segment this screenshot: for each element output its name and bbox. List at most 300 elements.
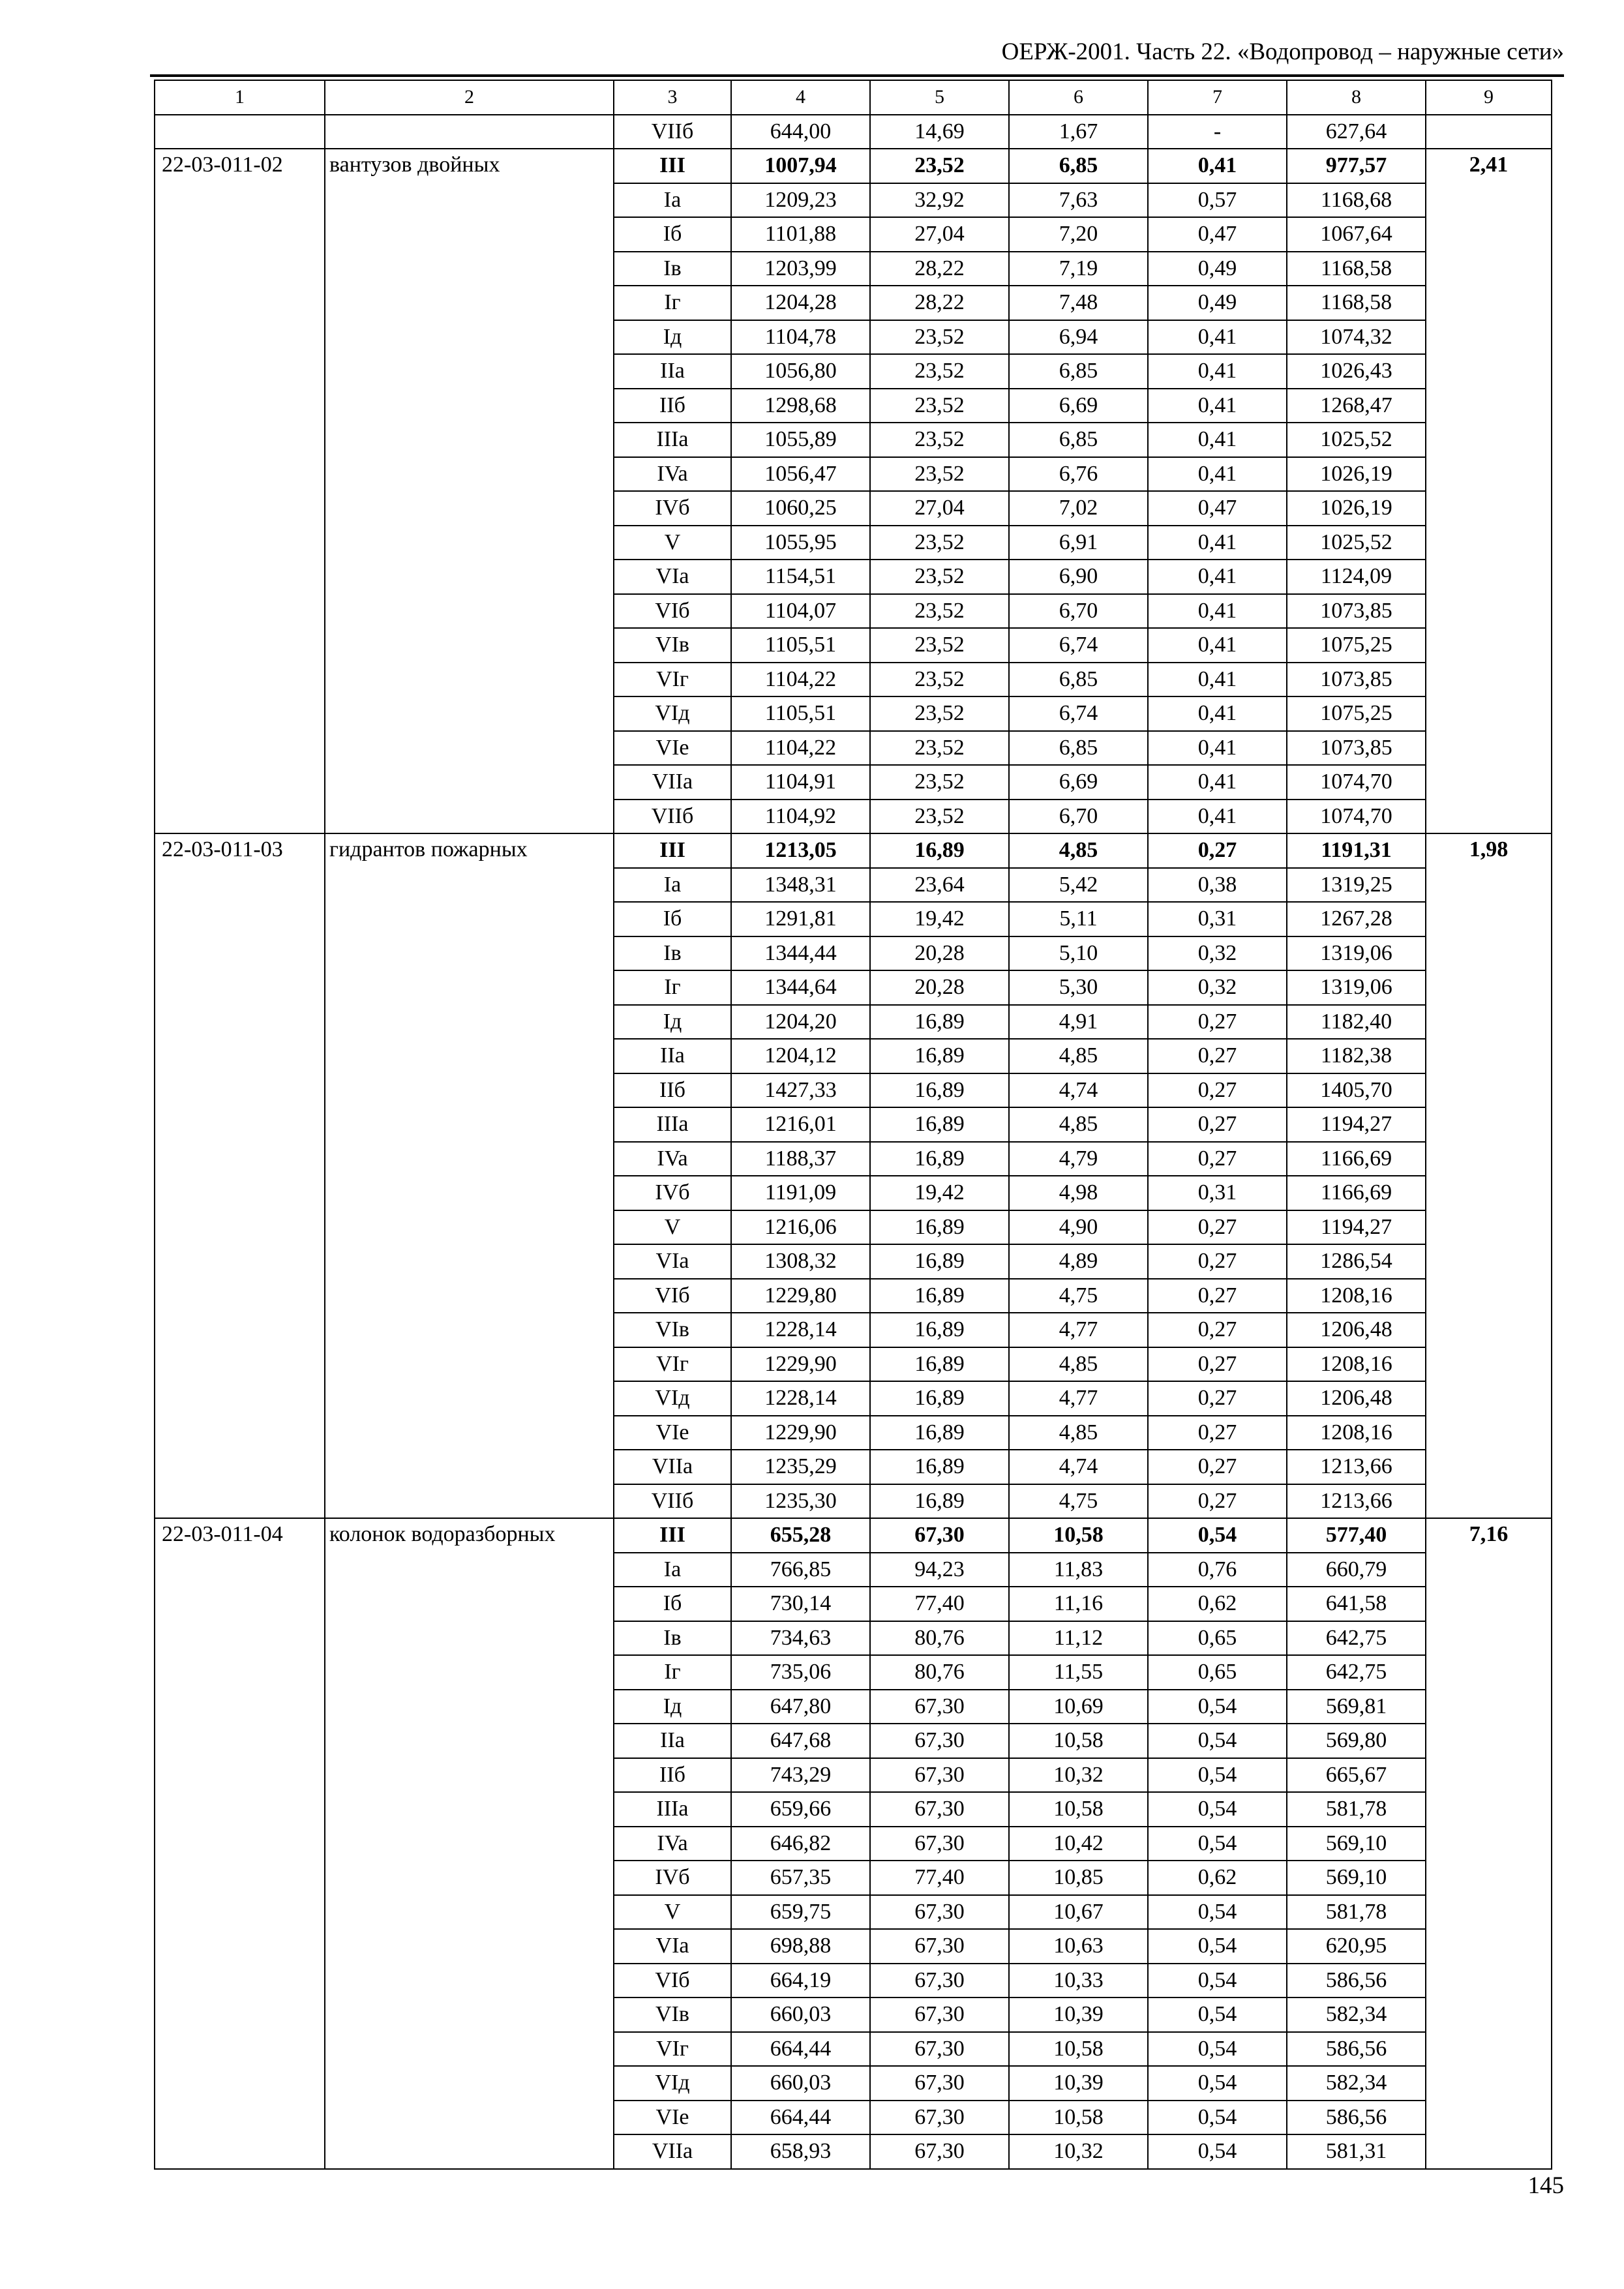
table-cell: Iв [614,1621,731,1656]
table-cell: 23,52 [870,149,1009,183]
table-cell: 0,62 [1148,1587,1287,1621]
table-cell: 1075,25 [1287,696,1426,731]
table-cell: 0,41 [1148,800,1287,834]
table-cell: 660,79 [1287,1553,1426,1587]
table-cell: 10,58 [1009,1518,1148,1553]
table-cell: 20,28 [870,970,1009,1005]
table-cell: VIIб [614,115,731,149]
table-cell: 16,89 [870,1484,1009,1519]
table-cell: III [614,1518,731,1553]
table-cell: Iд [614,320,731,355]
table-cell: 23,52 [870,526,1009,560]
table-cell: 23,52 [870,423,1009,457]
table-cell: 0,41 [1148,560,1287,594]
index-value: 7,16 [1426,1518,1552,2169]
table-cell: 0,49 [1148,286,1287,320]
table-cell: 10,58 [1009,2032,1148,2067]
table-cell: 80,76 [870,1621,1009,1656]
table-cell: 6,70 [1009,800,1148,834]
table-cell: IVa [614,457,731,492]
table-cell: 1229,80 [731,1279,870,1313]
table-cell: 4,75 [1009,1484,1148,1519]
table-cell: 6,90 [1009,560,1148,594]
table-cell: 734,63 [731,1621,870,1656]
table-cell: 1208,16 [1287,1279,1426,1313]
table-cell: IIб [614,389,731,423]
table-cell: 660,03 [731,2066,870,2101]
table-cell: 16,89 [870,1279,1009,1313]
table-cell: 4,74 [1009,1073,1148,1108]
table-cell: 0,54 [1148,1724,1287,1758]
table-cell: 11,16 [1009,1587,1148,1621]
table-cell: 4,85 [1009,1039,1148,1073]
table-cell: Iг [614,286,731,320]
table-cell: 0,41 [1148,423,1287,457]
table-cell: 0,54 [1148,1758,1287,1793]
table-cell: 743,29 [731,1758,870,1793]
table-cell: Iв [614,252,731,286]
table-cell: 11,55 [1009,1655,1148,1690]
table-cell: 10,58 [1009,2101,1148,2135]
table-cell: 6,74 [1009,696,1148,731]
table-cell: 1105,51 [731,696,870,731]
table-cell: VIг [614,1347,731,1382]
table-cell: 0,54 [1148,1895,1287,1930]
table-cell: 28,22 [870,252,1009,286]
table-cell: 67,30 [870,1895,1009,1930]
table-cell: 67,30 [870,2066,1009,2101]
table-cell: 664,19 [731,1964,870,1998]
table-cell: 10,58 [1009,1792,1148,1827]
table-cell: 10,32 [1009,2134,1148,2169]
table-row [155,115,1552,149]
table-cell: 1191,31 [1287,833,1426,868]
table-cell: 67,30 [870,2101,1009,2135]
table-cell: 1228,14 [731,1381,870,1416]
table-cell: 6,85 [1009,149,1148,183]
table-cell: 1055,95 [731,526,870,560]
table-cell: 6,85 [1009,354,1148,389]
table-cell: 67,30 [870,1518,1009,1553]
table-cell: 0,54 [1148,1964,1287,1998]
table-cell: 0,54 [1148,2101,1287,2135]
table-cell: 0,27 [1148,1142,1287,1176]
table-cell: 16,89 [870,1107,1009,1142]
table-cell: 1104,78 [731,320,870,355]
table-cell: 655,28 [731,1518,870,1553]
table-cell: 0,27 [1148,1381,1287,1416]
table-cell: 0,54 [1148,1518,1287,1553]
table-cell: 0,41 [1148,389,1287,423]
table-cell: 0,54 [1148,2134,1287,2169]
table-cell: 1074,32 [1287,320,1426,355]
table-cell: V [614,1210,731,1245]
empty-cell [1426,115,1552,149]
table-cell: 23,52 [870,696,1009,731]
table-cell: 0,38 [1148,868,1287,903]
column-number: 6 [1009,80,1148,115]
item-code: 22-03-011-03 [155,833,325,1518]
column-number: 9 [1426,80,1552,115]
table-cell: 20,28 [870,936,1009,971]
table-cell: 1235,30 [731,1484,870,1519]
table-cell: 1104,91 [731,765,870,800]
table-cell: 1204,28 [731,286,870,320]
table-cell: 0,41 [1148,628,1287,663]
table-cell: 766,85 [731,1553,870,1587]
column-number: 3 [614,80,731,115]
table-cell: 1166,69 [1287,1176,1426,1210]
table-cell: 581,78 [1287,1895,1426,1930]
table-cell: 16,89 [870,1381,1009,1416]
table-cell: 67,30 [870,2032,1009,2067]
table-cell: 16,89 [870,1073,1009,1108]
table-cell: 7,19 [1009,252,1148,286]
table-cell: 16,89 [870,1142,1009,1176]
table-cell: 1168,58 [1287,286,1426,320]
table-cell: 1235,29 [731,1450,870,1484]
table-cell: 627,64 [1287,115,1426,149]
table-cell: VIб [614,1964,731,1998]
table-cell: 0,62 [1148,1861,1287,1895]
table-cell: 4,98 [1009,1176,1148,1210]
table-cell: 0,54 [1148,2066,1287,2101]
table-cell: 10,39 [1009,1997,1148,2032]
table-cell: IVб [614,491,731,526]
table-cell: 23,52 [870,354,1009,389]
table-cell: Iб [614,217,731,252]
table-cell: 0,49 [1148,252,1287,286]
table-cell: IVa [614,1827,731,1861]
table-cell: 1319,25 [1287,868,1426,903]
table-cell: 569,81 [1287,1690,1426,1724]
table-cell: 1105,51 [731,628,870,663]
table-cell: 1182,40 [1287,1005,1426,1040]
table-cell: 1291,81 [731,902,870,936]
table-cell: 67,30 [870,1827,1009,1861]
table-cell: 0,41 [1148,526,1287,560]
table-row [155,833,1552,868]
table-cell: Iб [614,902,731,936]
table-cell: 582,34 [1287,2066,1426,2101]
table-cell: 7,20 [1009,217,1148,252]
table-cell: 665,67 [1287,1758,1426,1793]
table-cell: 0,27 [1148,833,1287,868]
table-cell: - [1148,115,1287,149]
table-cell: 569,10 [1287,1827,1426,1861]
table-cell: 6,91 [1009,526,1148,560]
table-cell: 1056,47 [731,457,870,492]
table-cell: 582,34 [1287,1997,1426,2032]
table-cell: 32,92 [870,183,1009,218]
table-cell: 1268,47 [1287,389,1426,423]
table-cell: 10,69 [1009,1690,1148,1724]
table-cell: VIд [614,1381,731,1416]
table-cell: 1060,25 [731,491,870,526]
table-cell: 10,32 [1009,1758,1148,1793]
table-cell: 4,75 [1009,1279,1148,1313]
table-cell: 0,27 [1148,1347,1287,1382]
table-cell: 16,89 [870,1039,1009,1073]
empty-cell [155,115,325,149]
table-cell: 1074,70 [1287,765,1426,800]
table-cell: 6,85 [1009,731,1148,766]
table-cell: 1213,66 [1287,1450,1426,1484]
table-cell: 641,58 [1287,1587,1426,1621]
table-cell: IIa [614,1039,731,1073]
table-cell: 1026,19 [1287,491,1426,526]
table-cell: 1104,92 [731,800,870,834]
table-cell: 0,41 [1148,731,1287,766]
table-cell: 977,57 [1287,149,1426,183]
table-cell: 1348,31 [731,868,870,903]
index-value: 2,41 [1426,149,1552,833]
item-name: вантузов двойных [325,149,614,833]
table-cell: 0,76 [1148,1553,1287,1587]
table-cell: 16,89 [870,1244,1009,1279]
table-cell: 0,54 [1148,1929,1287,1964]
table-cell: 4,74 [1009,1450,1148,1484]
table-cell: IIa [614,354,731,389]
table-cell: V [614,526,731,560]
column-number: 1 [155,80,325,115]
table-cell: 4,85 [1009,1416,1148,1450]
table-cell: 1209,23 [731,183,870,218]
table-cell: 0,47 [1148,217,1287,252]
table-cell: 0,65 [1148,1655,1287,1690]
table-cell: 1308,32 [731,1244,870,1279]
table-cell: 4,85 [1009,1347,1148,1382]
table-cell: 67,30 [870,1724,1009,1758]
table-cell: 1298,68 [731,389,870,423]
table-cell: VIe [614,1416,731,1450]
table-cell: 1026,43 [1287,354,1426,389]
table-cell: 23,64 [870,868,1009,903]
table-cell: 1319,06 [1287,970,1426,1005]
table-cell: 658,93 [731,2134,870,2169]
table-cell: 0,54 [1148,1792,1287,1827]
table-row [155,149,1552,183]
table-cell: IIa [614,1724,731,1758]
table-cell: 6,85 [1009,663,1148,697]
table-cell: 0,32 [1148,936,1287,971]
table-cell: III [614,149,731,183]
table-cell: VIб [614,594,731,629]
table-cell: IVa [614,1142,731,1176]
table-cell: 11,83 [1009,1553,1148,1587]
table-cell: 7,48 [1009,286,1148,320]
table-cell: 0,65 [1148,1621,1287,1656]
table-cell: 10,39 [1009,2066,1148,2101]
table-cell: 67,30 [870,1690,1009,1724]
table-cell: 5,30 [1009,970,1148,1005]
table-cell: 6,70 [1009,594,1148,629]
table-cell: 10,42 [1009,1827,1148,1861]
table-cell: Iг [614,970,731,1005]
table-cell: 0,54 [1148,2032,1287,2067]
table-cell: 0,27 [1148,1244,1287,1279]
table-cell: 1101,88 [731,217,870,252]
table-cell: IIIa [614,423,731,457]
column-number: 8 [1287,80,1426,115]
header-rule [150,74,1564,77]
table-cell: 1204,20 [731,1005,870,1040]
page-number: 145 [1527,2172,1564,2199]
table-cell: Ia [614,1553,731,1587]
table-cell: VIa [614,1929,731,1964]
table-cell: 16,89 [870,1005,1009,1040]
table-cell: 16,89 [870,1313,1009,1347]
table-cell: VIг [614,2032,731,2067]
table-cell: 735,06 [731,1655,870,1690]
table-cell: 0,32 [1148,970,1287,1005]
table-cell: 1319,06 [1287,936,1426,971]
table-cell: 0,27 [1148,1279,1287,1313]
table-cell: 586,56 [1287,2101,1426,2135]
table-cell: 4,85 [1009,1107,1148,1142]
table-cell: 1026,19 [1287,457,1426,492]
table-cell: 67,30 [870,1792,1009,1827]
table-cell: 67,30 [870,1929,1009,1964]
item-code: 22-03-011-02 [155,149,325,833]
table-cell: 23,52 [870,594,1009,629]
column-number: 4 [731,80,870,115]
table-cell: 0,47 [1148,491,1287,526]
table-cell: Ia [614,868,731,903]
table-cell: 1168,58 [1287,252,1426,286]
table-cell: 10,33 [1009,1964,1148,1998]
table-cell: VIIa [614,2134,731,2169]
table-cell: 4,85 [1009,833,1148,868]
table-cell: 1104,07 [731,594,870,629]
table-cell: 1267,28 [1287,902,1426,936]
table-cell: Ia [614,183,731,218]
table-cell: 1213,66 [1287,1484,1426,1519]
table-cell: 569,80 [1287,1724,1426,1758]
table-cell: 28,22 [870,286,1009,320]
item-code: 22-03-011-04 [155,1518,325,2169]
table-cell: 1074,70 [1287,800,1426,834]
table-cell: 1154,51 [731,560,870,594]
table-cell: VIб [614,1279,731,1313]
column-number: 2 [325,80,614,115]
table-cell: 5,42 [1009,868,1148,903]
table-cell: 1,67 [1009,115,1148,149]
table-cell: 10,63 [1009,1929,1148,1964]
table-cell: 19,42 [870,1176,1009,1210]
table-cell: 1073,85 [1287,594,1426,629]
table-cell: IIIa [614,1107,731,1142]
table-cell: 0,41 [1148,149,1287,183]
table-cell: 0,27 [1148,1484,1287,1519]
table-cell: 7,63 [1009,183,1148,218]
empty-cell [325,115,614,149]
table-cell: VIa [614,1244,731,1279]
item-name: гидрантов пожарных [325,833,614,1518]
table-cell: 23,52 [870,765,1009,800]
table-cell: 0,57 [1148,183,1287,218]
table-cell: VIв [614,628,731,663]
table-cell: 1213,05 [731,833,870,868]
table-cell: V [614,1895,731,1930]
table-cell: 642,75 [1287,1621,1426,1656]
table-cell: IIб [614,1073,731,1108]
table-cell: 1073,85 [1287,731,1426,766]
table-cell: 698,88 [731,1929,870,1964]
table-cell: 11,12 [1009,1621,1148,1656]
table-cell: 0,41 [1148,663,1287,697]
table-cell: 6,69 [1009,765,1148,800]
table-cell: 0,27 [1148,1073,1287,1108]
table-cell: 0,27 [1148,1039,1287,1073]
table-cell: 1427,33 [731,1073,870,1108]
table-cell: 569,10 [1287,1861,1426,1895]
table-cell: 1025,52 [1287,526,1426,560]
table-cell: 1208,16 [1287,1416,1426,1450]
table-cell: Iд [614,1690,731,1724]
table-cell: VIa [614,560,731,594]
table-cell: 4,77 [1009,1381,1148,1416]
table-cell: 23,52 [870,457,1009,492]
table-cell: 0,27 [1148,1313,1287,1347]
table-cell: 0,54 [1148,1997,1287,2032]
table-cell: Iб [614,1587,731,1621]
table-cell: 1203,99 [731,252,870,286]
table-cell: 0,41 [1148,320,1287,355]
table-cell: 577,40 [1287,1518,1426,1553]
table-cell: Iг [614,1655,731,1690]
table-cell: 1194,27 [1287,1107,1426,1142]
table-cell: 1007,94 [731,149,870,183]
table-cell: 0,27 [1148,1005,1287,1040]
table-cell: 23,52 [870,389,1009,423]
table-cell: VIв [614,1313,731,1347]
table-cell: 586,56 [1287,1964,1426,1998]
table-cell: 1204,12 [731,1039,870,1073]
table-cell: 16,89 [870,1347,1009,1382]
column-number: 7 [1148,80,1287,115]
table-cell: 10,85 [1009,1861,1148,1895]
table-cell: 1056,80 [731,354,870,389]
table-cell: 94,23 [870,1553,1009,1587]
table-cell: 5,10 [1009,936,1148,971]
table-cell: 0,41 [1148,354,1287,389]
table-cell: 1208,16 [1287,1347,1426,1382]
table-cell: IVб [614,1176,731,1210]
table-cell: 67,30 [870,1964,1009,1998]
table-cell: IIIa [614,1792,731,1827]
table-cell: 1228,14 [731,1313,870,1347]
table-cell: 6,94 [1009,320,1148,355]
table-cell: 581,78 [1287,1792,1426,1827]
table-cell: 5,11 [1009,902,1148,936]
table-cell: 4,90 [1009,1210,1148,1245]
table-cell: 1168,68 [1287,183,1426,218]
table-cell: 23,52 [870,800,1009,834]
table-cell: 0,27 [1148,1416,1287,1450]
column-number: 5 [870,80,1009,115]
table-cell: IVб [614,1861,731,1895]
table-cell: 16,89 [870,833,1009,868]
table-cell: 6,69 [1009,389,1148,423]
table-cell: 1216,01 [731,1107,870,1142]
table-cell: 7,02 [1009,491,1148,526]
table-cell: 23,52 [870,320,1009,355]
table-cell: 1344,64 [731,970,870,1005]
table-cell: 27,04 [870,217,1009,252]
table-cell: 1286,54 [1287,1244,1426,1279]
table-cell: 646,82 [731,1827,870,1861]
